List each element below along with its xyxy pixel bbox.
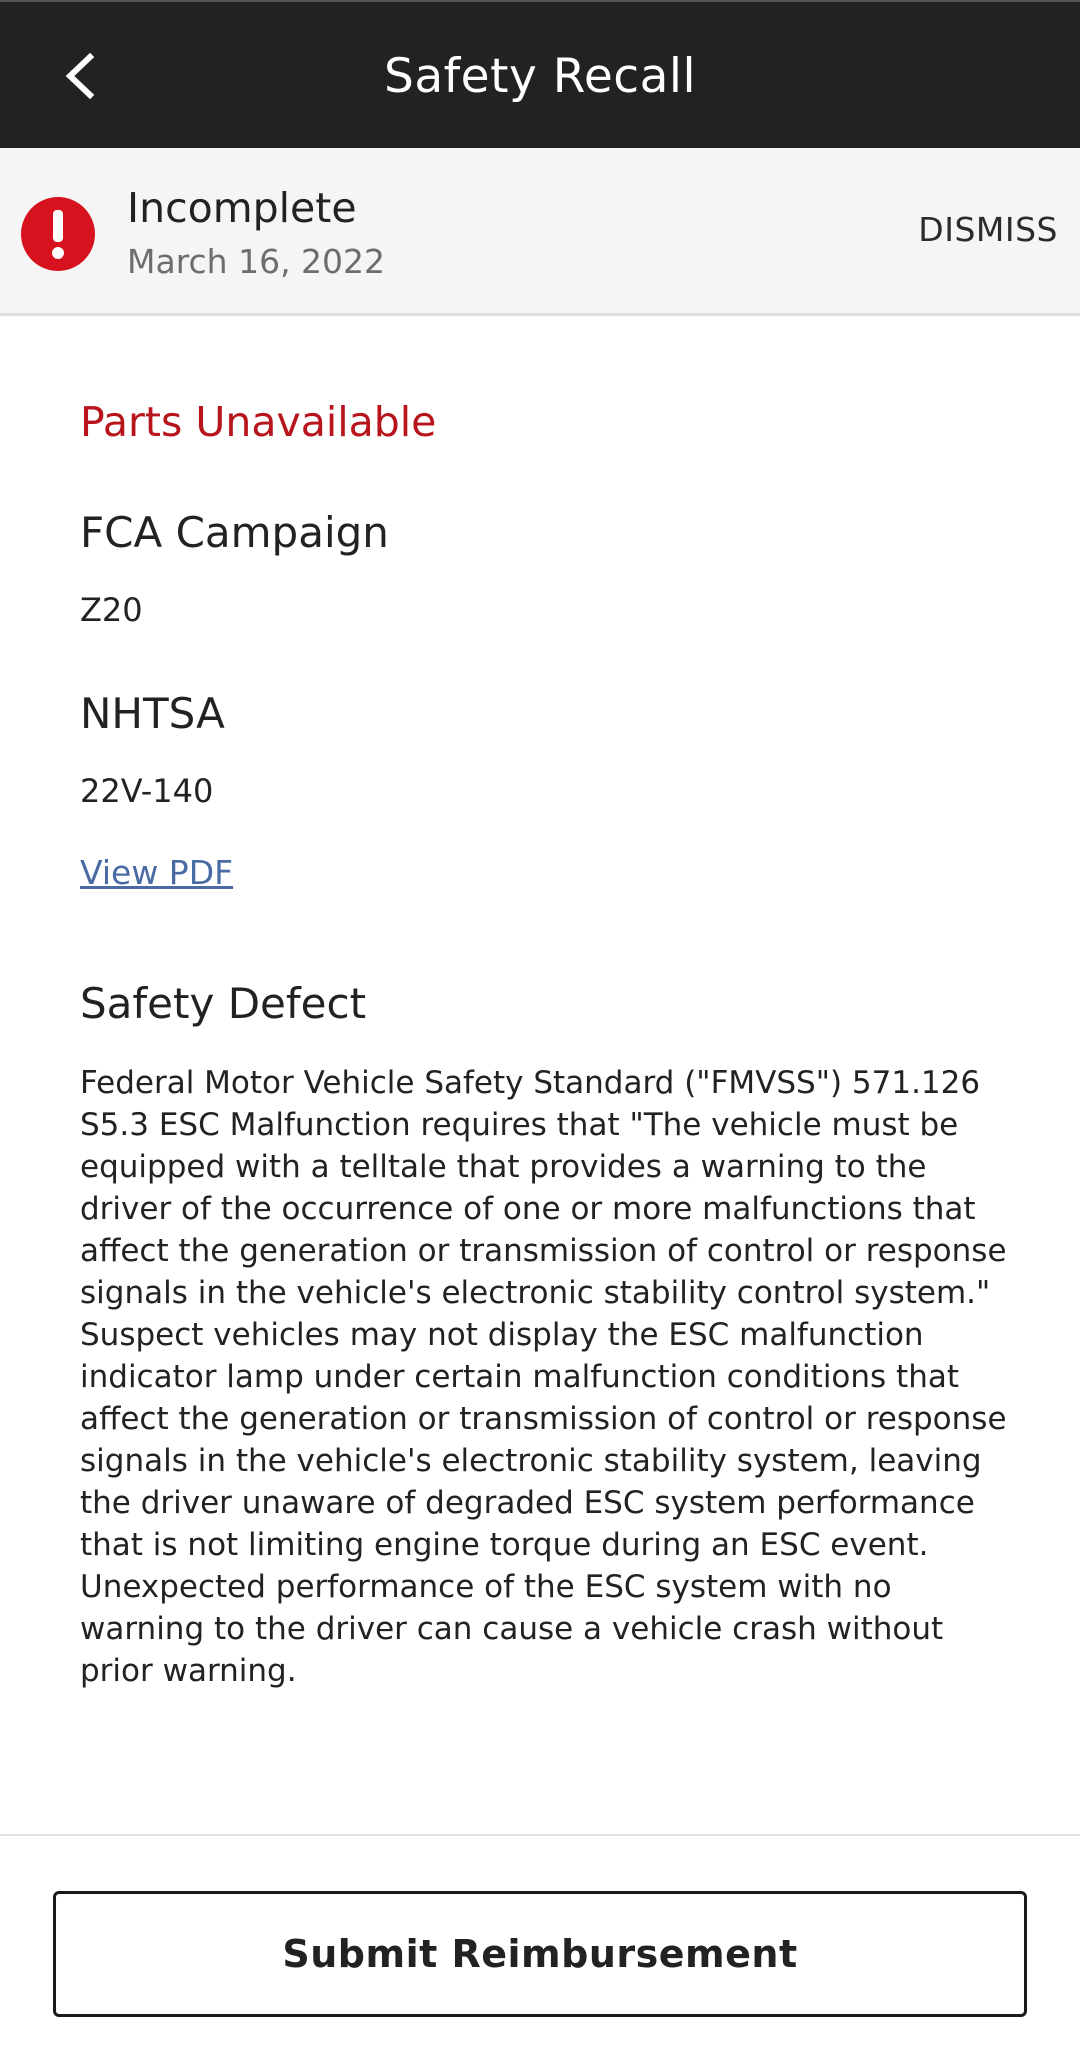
view-pdf-link[interactable]: View PDF [80,853,234,892]
parts-status: Parts Unavailable [80,398,437,446]
campaign-value: Z20 [80,591,143,629]
top-app-bar [0,0,1080,148]
campaign-heading: FCA Campaign [80,508,389,557]
defect-description: Federal Motor Vehicle Safety Standard ("FMVSS") 571.126 S5.3 ESC Malfunction requires that "The vehicle must be equipped with a telltale that provides a warning to the driver of the occurrence of one or more malfunctions that affect the generation or transmission of control or response signals in the vehicle's electronic stability control system." Suspect vehicles may not display the ESC malfunction indicator lamp under certain malfunction conditions that affect the generation or transmission of control or response signals in the vehicle's electronic stability system, leaving the driver unaware of degraded ESC system performance that is not limiting engine torque during an ESC event. Unexpected performance of the ESC system with no warning to the driver can cause a vehicle crash without prior warning. [80,1065,1007,1689]
recall-status-banner [0,148,1080,316]
back-button[interactable] [50,42,110,110]
submit-reimbursement-button[interactable]: Submit Reimbursement [53,1891,1027,2017]
nhtsa-heading: NHTSA [80,689,225,738]
status-title: Incomplete [127,184,357,232]
defect-heading: Safety Defect [80,979,367,1028]
exclamation-circle-icon [20,196,96,272]
divider [0,1834,1080,1836]
chevron-left-icon [62,53,98,99]
dismiss-button[interactable]: DISMISS [918,210,1058,249]
status-date: March 16, 2022 [127,242,386,281]
nhtsa-value: 22V-140 [80,772,214,810]
page-title: Safety Recall [384,48,696,104]
